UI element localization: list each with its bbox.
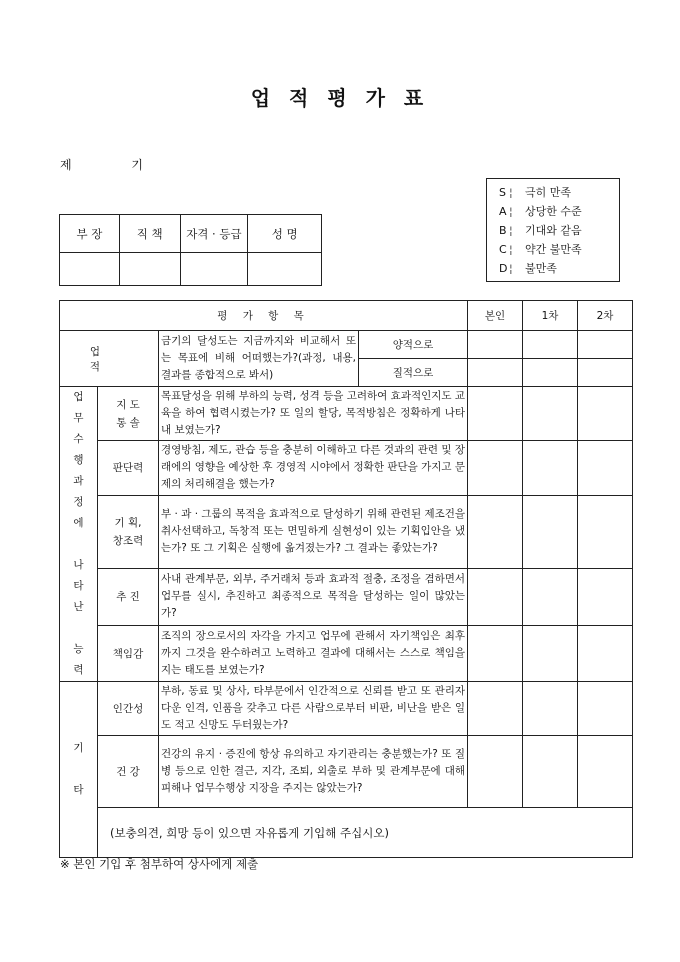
score-cell[interactable]: [523, 495, 578, 569]
performance-desc: 금기의 달성도는 지금까지와 비교해서 또는 목표에 비해 어떠했는가?(과정, 내용, 결과를 종합적으로 봐서): [159, 331, 359, 387]
sig-box-grade[interactable]: [180, 253, 248, 286]
score-cell[interactable]: [468, 625, 523, 681]
header-self: 본인: [468, 301, 523, 331]
group-char: 난: [73, 601, 84, 613]
score-cell[interactable]: [523, 569, 578, 625]
item-desc: 경영방침, 제도, 관습 등을 충분히 이해하고 다른 것과의 관련 및 장래에의 영향을 예상한 후 경영적 시야에서 정확한 판단을 가지고 문제의 처리해결을 했는가?: [159, 441, 468, 495]
item-desc: 사내 관계부문, 외부, 주거래처 등과 효과적 절충, 조정을 겸하면서 업무를 실시, 추진하고 최종적으로 목적을 달성하는 일이 많았는가?: [159, 569, 468, 625]
legend-row: D ¦ 불만족: [499, 262, 557, 275]
item-name: 인간성: [98, 682, 159, 736]
group-char: 무: [73, 412, 84, 424]
score-cell[interactable]: [523, 359, 578, 387]
other-group-label: [60, 682, 98, 858]
group-char: 수: [73, 433, 84, 445]
score-cell[interactable]: [578, 359, 633, 387]
group-char: 기: [73, 742, 84, 754]
item-desc: 조직의 장으로서의 자각을 가지고 업무에 관해서 자기책임은 최후까지 그것을 완수하려고 노력하고 결과에 대해서는 스스로 책임을 지는 태도를 보였는가?: [159, 625, 468, 681]
item-name: 판단력: [98, 441, 159, 495]
subject-label: 제 기: [60, 158, 171, 172]
score-cell[interactable]: [523, 682, 578, 736]
group-char: 행: [73, 454, 84, 466]
comment-prompt: (보충의견, 희망 등이 있으면 자유롭게 기입해 주십시오): [110, 825, 389, 840]
group-char: 능: [73, 643, 84, 655]
score-cell[interactable]: [578, 441, 633, 495]
header-second: 2차: [578, 301, 633, 331]
score-cell[interactable]: [468, 359, 523, 387]
score-cell[interactable]: [523, 736, 578, 808]
comment-area[interactable]: [98, 808, 633, 858]
item-desc: 부하, 동료 및 상사, 타부문에서 인간적으로 신뢰를 받고 또 관리자다운 인격, 인품을 갖추고 다른 사람으로부터 비판, 비난을 받은 일도 적고 신망도 두터웠는가?: [159, 682, 468, 736]
score-cell[interactable]: [523, 625, 578, 681]
sig-header-manager: 부 장: [60, 215, 120, 253]
group-char: [60, 618, 97, 639]
sig-box-position[interactable]: [119, 253, 180, 286]
evaluation-table: [59, 300, 633, 858]
score-cell[interactable]: [468, 387, 523, 441]
score-cell[interactable]: [468, 569, 523, 625]
item-desc: 부 · 과 · 그룹의 목적을 효과적으로 달성하기 위해 관련된 제조건을 취사선택하고, 독창적 또는 면밀하게 실현성이 있는 기획입안을 냈는가? 또 그 기획은 실행에 옮겨졌는가? 그 결과는 좋았는가?: [159, 495, 468, 569]
item-desc: 목표달성을 위해 부하의 능력, 성격 등을 고려하여 효과적인지도 교육을 하여 협력시켰는가? 또 일의 할당, 목적방침은 정확하게 나타내 보였는가?: [159, 387, 468, 441]
score-cell[interactable]: [578, 625, 633, 681]
score-cell[interactable]: [578, 682, 633, 736]
sig-header-position: 직 책: [119, 215, 180, 253]
header-items: 평 가 항 목: [60, 301, 468, 331]
item-name: 기 획, 창조력: [98, 495, 159, 569]
group-char: 업: [73, 391, 84, 403]
sig-header-grade: 자격 · 등급: [180, 215, 248, 253]
performance-quant: 양적으로: [359, 331, 468, 359]
legend-row: A ¦ 상당한 수준: [499, 205, 582, 218]
group-char: 에: [73, 517, 84, 529]
performance-label: 업 적: [60, 331, 159, 387]
score-cell[interactable]: [578, 331, 633, 359]
footnote: ※ 본인 기입 후 첨부하여 상사에게 제출: [60, 857, 259, 871]
score-cell[interactable]: [468, 331, 523, 359]
ability-group-label: [60, 387, 98, 682]
group-char: [60, 759, 97, 780]
item-desc: 건강의 유지 · 증진에 항상 유의하고 자기관리는 충분했는가? 또 질병 등으로 인한 결근, 지각, 조퇴, 외출로 부하 및 관계부문에 대해 피해나 업무수행상 지장을 주지는 않았는가?: [159, 736, 468, 808]
header-first: 1차: [523, 301, 578, 331]
sig-box-manager[interactable]: [60, 253, 120, 286]
page-title: 업 적 평 가 표: [250, 86, 430, 110]
grade-legend: [486, 178, 620, 282]
score-cell[interactable]: [578, 495, 633, 569]
group-char: 력: [73, 664, 84, 676]
signature-table: [59, 214, 322, 286]
sig-header-name: 성 명: [248, 215, 322, 253]
group-char: 정: [73, 496, 84, 508]
legend-row: S ¦ 극히 만족: [499, 186, 572, 199]
group-char: 나: [73, 559, 84, 571]
score-cell[interactable]: [468, 441, 523, 495]
group-char: [60, 534, 97, 555]
score-cell[interactable]: [523, 331, 578, 359]
item-name: 건 강: [98, 736, 159, 808]
item-name: 지 도 통 솔: [98, 387, 159, 441]
score-cell[interactable]: [578, 736, 633, 808]
score-cell[interactable]: [523, 441, 578, 495]
score-cell[interactable]: [468, 736, 523, 808]
group-char: 타: [73, 784, 84, 796]
score-cell[interactable]: [578, 387, 633, 441]
group-char: 과: [73, 475, 84, 487]
legend-row: B ¦ 기대와 같음: [499, 224, 582, 237]
item-name: 추 진: [98, 569, 159, 625]
item-name: 책임감: [98, 625, 159, 681]
score-cell[interactable]: [578, 569, 633, 625]
performance-qual: 질적으로: [359, 359, 468, 387]
score-cell[interactable]: [468, 495, 523, 569]
group-char: 타: [73, 580, 84, 592]
legend-row: C ¦ 약간 불만족: [499, 243, 582, 256]
score-cell[interactable]: [523, 387, 578, 441]
sig-box-name[interactable]: [248, 253, 322, 286]
score-cell[interactable]: [468, 682, 523, 736]
